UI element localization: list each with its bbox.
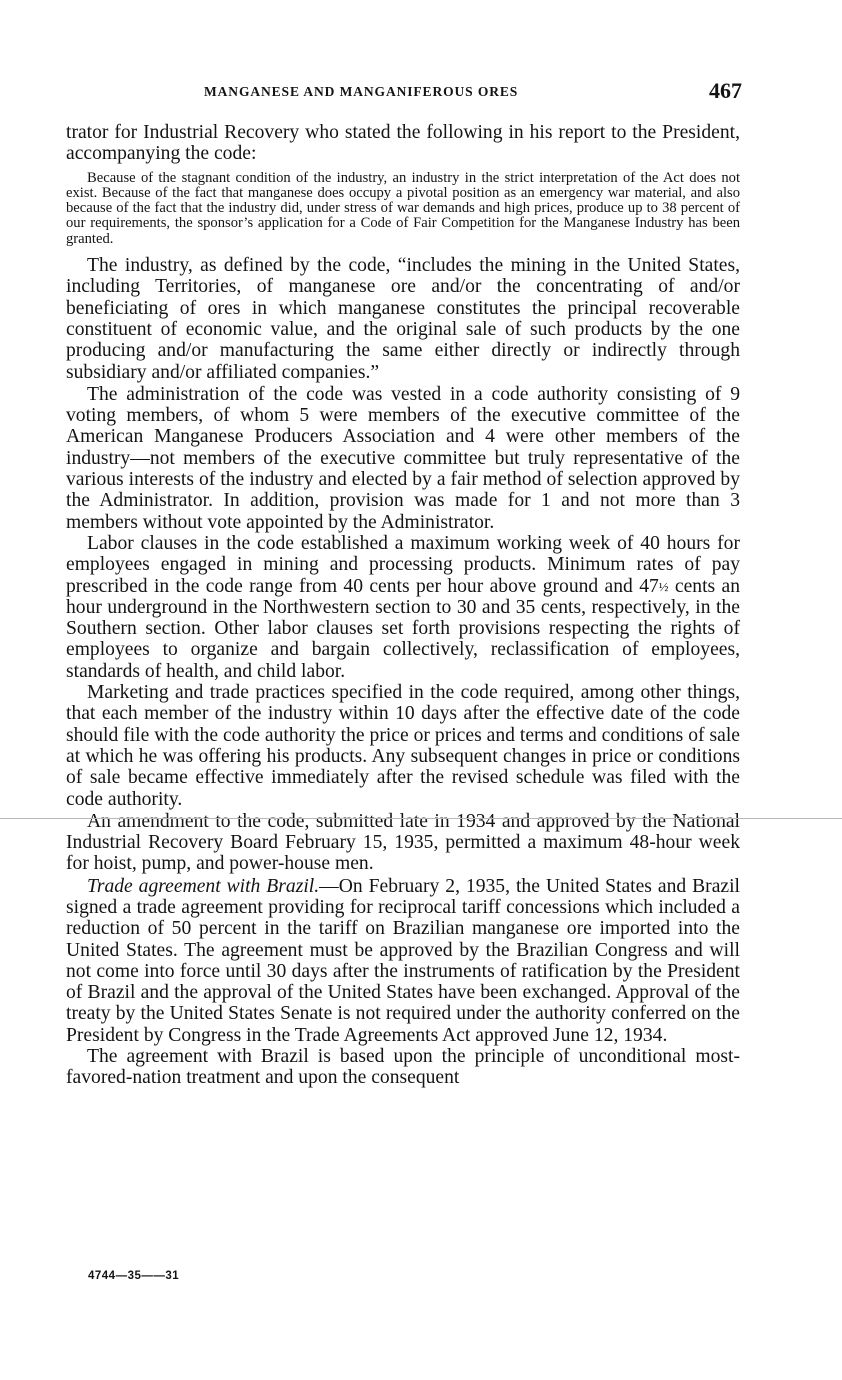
trade-agreement-heading: Trade agreement with Brazil. <box>87 875 320 897</box>
trade-agreement-paragraph <box>66 876 740 1046</box>
trade-agreement-text: —On February 2, 1935, the United States and Brazil signed a trade agreement providing for reciprocal tariff concessions which included a reduction of 50 percent in the tariff on Brazilian manganese ore imported into the United States. The agreement must be approved by the Brazilian Congress and will not come into force until 30 days after the instruments of ratification by the President of Brazil and the approval of the United States have been exchanged. Approval of the treaty by the United States Senate is not required under the authority conferred on the President by Congress in the Trade Agreements Act approved June 12, 1934. <box>66 875 740 1046</box>
amendment-paragraph: An amendment to the code, submitted late in 1934 and approved by the National Industrial Recovery Board February 15, 1935, permitted a maximum 48-hour week for hoist, pump, and power-house men. <box>66 810 740 875</box>
body-text <box>66 122 740 1089</box>
running-head: MANGANESE AND MANGANIFEROUS ORES <box>204 84 519 99</box>
page-header <box>66 78 742 108</box>
labor-paragraph <box>66 533 740 682</box>
principle-paragraph: The agreement with Brazil is based upon the principle of unconditional most-favored-nation treatment and upon the consequent <box>66 1046 740 1089</box>
marketing-paragraph: Marketing and trade practices specified in the code required, among other things, that each member of the industry within 10 days after the effective date of the code should file with the code authority the price or prices and terms and conditions of sale at which he was offering his products. Any subsequent changes in price or conditions of sale became effective immediately after the revised schedule was filed with the code authority. <box>66 682 740 810</box>
page-number: 467 <box>709 78 742 103</box>
administration-paragraph: The administration of the code was vested in a code authority consisting of 9 voting members, of whom 5 were members of the executive committee of the American Manganese Producers Association and 4 were other members of the industry—not members of the executive committee but truly representative of the various interests of the industry and elected by a fair method of selection approved by the Administrator. In addition, provision was made for 1 and not more than 3 members without vote appointed by the Administrator. <box>66 383 740 533</box>
intro-paragraph: trator for Industrial Recovery who stated the following in his report to the President, accompanying the code: <box>66 122 740 165</box>
labor-text-a: Labor clauses in the code established a maximum working week of 40 hours for employees engaged in mining and processing products. Minimum rates of pay prescribed in the code range from 40 cents per hour above ground and 47 <box>66 532 740 597</box>
definition-paragraph: The industry, as defined by the code, “includes the mining in the United States, including Territories, of manganese ore and/or the concentrating of and/or beneficiating of ores in which manganese constitutes the principal recoverable constituent of economic value, and the original sale of such products by the one producing and/or manufacturing the same either directly or indirectly through subsidiary and/or affiliated companies.” <box>66 255 740 383</box>
quote-paragraph: Because of the stagnant condition of the industry, an industry in the strict interpretation of the Act does not exist. Because of the fact that manganese does occupy a pivotal position as an emergency war material, and also because of the fact that the industry did, under stress of war demands and high prices, produce up to 38 percent of our requirements, the sponsor’s application for a Code of Fair Competition for the Manganese Industry has been granted. <box>66 169 740 247</box>
print-code: 4744—35——31 <box>88 1270 180 1282</box>
block-quote <box>66 171 740 247</box>
labor-text-b: cents an hour underground in the Northwestern section to 30 and 35 cents, respectively, in the Southern section. Other labor clauses set forth provisions respecting the rights of employees to organize and bargain collectively, reclassification of employees, standards of health, and child labor. <box>66 575 740 682</box>
scan-fold-line <box>0 818 842 819</box>
fraction-half: ½ <box>658 578 669 594</box>
